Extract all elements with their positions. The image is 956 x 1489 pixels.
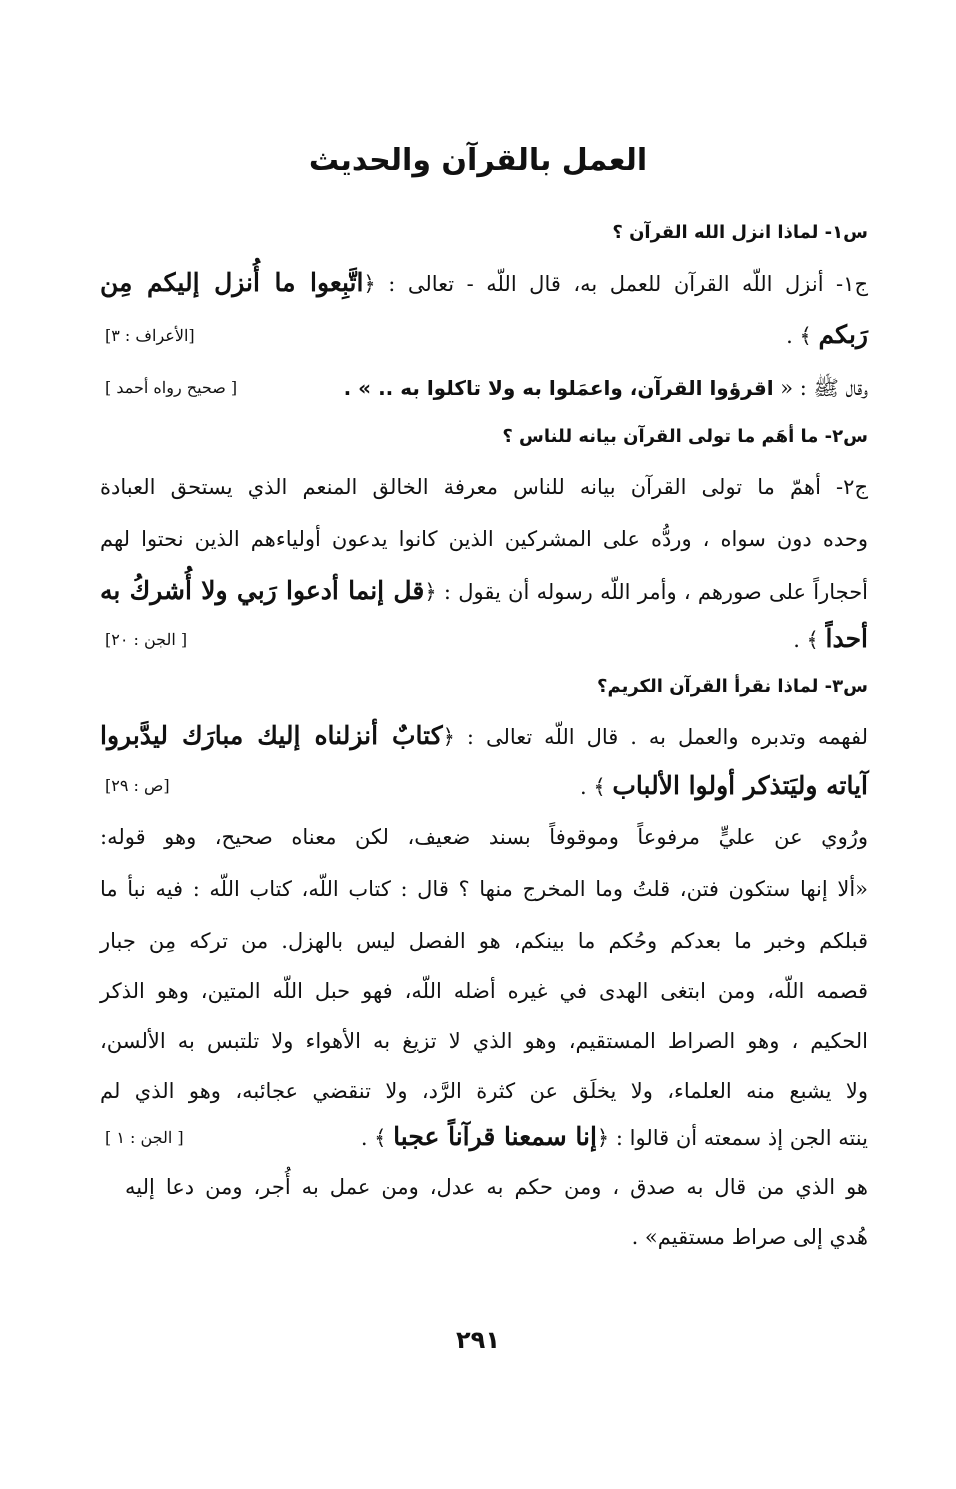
- answer-3-line-9: [100, 1120, 868, 1155]
- hadith-text: اقرؤوا القرآن، واعمَلوا به ولا تاكلوا به .. » .: [343, 376, 774, 400]
- answer-3-line-11: هُدي إلى صراط مستقيم» .: [631, 1225, 868, 1249]
- quran-verse: رَبكم: [818, 320, 868, 349]
- verse-close: ﴾ .: [580, 775, 606, 799]
- answer-3-text: لفهمه وتدبره والعمل به . قال اللّه تعالى : ﴿: [442, 725, 868, 749]
- verse-close: ﴾ .: [360, 1126, 387, 1150]
- answer-1-line-1: [100, 266, 868, 301]
- answer-3-line-1: [100, 719, 868, 754]
- reference-ahmad: [ صحيح رواه أحمد ]: [105, 378, 238, 397]
- answer-3-line-4: «ألا إنها ستكون فتن، قلتُ وما المخرج منها ؟ قال : كتاب اللّه، كتاب اللّه : فيه نبأ ما: [100, 877, 868, 901]
- question-1: س١- لماذا انزل الله القرآن ؟: [612, 222, 868, 243]
- page-title: العمل بالقرآن والحديث: [308, 143, 648, 178]
- hadith-line: [340, 371, 868, 405]
- answer-3-line-8: ولا يشبع منه العلماء، ولا يخلَق عن كثرة الرَّد، ولا تنقضي عجائبه، وهو الذي لم: [100, 1079, 868, 1103]
- verse-close: ﴾ .: [786, 324, 812, 348]
- reference-sad-29: [ص : ٢٩]: [105, 776, 170, 795]
- page-number: ٢٩١: [456, 1326, 500, 1354]
- answer-3-line-6: قصمه اللّه، ومن ابتغى الهدى في غيره أضله اللّه، فهو حبل اللّه المتين، وهو الذكر: [100, 979, 868, 1003]
- answer-1-line-2: [100, 318, 868, 353]
- answer-2-line-1: ج٢- أهمّ ما تولى القرآن بيانه للناس معرفة الخالق المنعم الذي يستحق العبادة: [100, 475, 868, 499]
- answer-2-line-2: وحده دون سواه ، وردُّه على المشركين الذين كانوا يدعون أولياءهم الذين نحتوا لهم: [100, 527, 868, 551]
- quran-verse: إنا سمعنا قرآناً عجبا: [393, 1122, 597, 1151]
- reference-al-jinn-1: [ الجن : ١ ]: [105, 1128, 184, 1147]
- answer-2-line-4: [100, 622, 868, 657]
- hadith-intro: وقال ﷺ : «: [780, 376, 868, 400]
- answer-2-line-3: [100, 574, 868, 609]
- answer-3-line-7: الحكيم ، وهو الصراط المستقيم، وهو الذي لا تزيغ به الأهواء ولا تلتبس به الألسن،: [100, 1029, 868, 1053]
- quran-verse: كتابٌ أنزلناه إليك مبارَك ليدَّبروا: [100, 721, 443, 750]
- question-2: س٢- ما أهَم ما تولى القرآن بيانه للناس ؟: [502, 426, 868, 447]
- answer-3-line-3: ورُوي عن عليٍّ مرفوعاً وموقوفاً بسند ضعيف، لكن معناه صحيح، وهو قوله:: [100, 825, 868, 849]
- answer-3-line-5: قبلكم وخبر ما بعدكم وحُكم ما بينكم، هو الفصل ليس بالهزل. من تركه مِن جبار: [100, 929, 868, 953]
- quran-verse: اتَّبِعوا ما أُنزل إليكم مِن: [100, 268, 364, 297]
- reference-al-jinn-20: [ الجن : ٢٠]: [105, 630, 188, 649]
- question-3: س٣- لماذا نقرأ القرآن الكريم؟: [597, 676, 868, 697]
- answer-1-text: ج١- أنزل اللّه القرآن للعمل به، قال اللّه - تعالى : ﴿: [363, 272, 868, 296]
- quran-verse: آياته وليَتذكر أولوا الألباب: [612, 771, 868, 800]
- quran-verse: أحداً: [825, 624, 868, 653]
- answer-2-text: أحجاراً على صورهم ، وأمر اللّه رسوله أن يقول : ﴿: [424, 580, 869, 604]
- verse-close: ﴾ .: [793, 628, 819, 652]
- answer-3-line-10: هو الذي من قال به صدق ، ومن حكم به عدل، ومن عمل به أُجر، ومن دعا إليه: [125, 1175, 868, 1199]
- quran-verse: قل إنما أدعوا رَبي ولا أُشركُ به: [100, 576, 425, 605]
- reference-al-araf: [الأعراف : ٣]: [105, 326, 195, 345]
- answer-3-line-2: [100, 769, 868, 804]
- answer-3-text: ينته الجن إذ سمعته أن قالوا : ﴿: [596, 1126, 868, 1150]
